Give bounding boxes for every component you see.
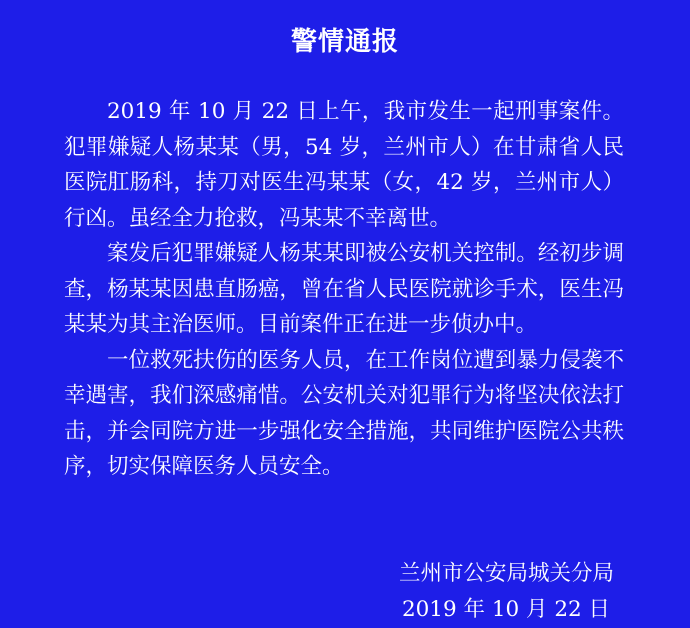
notice-paragraph-1: 2019 年 10 月 22 日上午，我市发生一起刑事案件。犯罪嫌疑人杨某某（男，54 岁，兰州市人）在甘肃省人民医院肛肠科，持刀对医生冯某某（女，42 岁，兰州市人）行凶。虽经全力抢救，冯某某不幸离世。 [64, 99, 624, 231]
notice-paragraph-2: 案发后犯罪嫌疑人杨某某即被公安机关控制。经初步调查，杨某某因患直肠癌，曾在省人民医院就诊手术，医生冯某某为其主治医师。目前案件正在进一步侦办中。 [64, 241, 624, 337]
notice-paragraph-3: 一位救死扶伤的医务人员，在工作岗位遭到暴力侵袭不幸遇害，我们深感痛惜。公安机关对犯罪行为将坚决依法打击，并会同院方进一步强化安全措施，共同维护医院公共秩序，切实保障医务人员安全。 [64, 347, 624, 479]
notice-body [64, 94, 624, 485]
issuer-name: 兰州市公安局城关分局 [399, 561, 615, 586]
issue-date: 2019 年 10 月 22 日 [401, 597, 611, 622]
notice-title: 警情通报 [290, 27, 399, 57]
notice-signature [399, 556, 613, 628]
